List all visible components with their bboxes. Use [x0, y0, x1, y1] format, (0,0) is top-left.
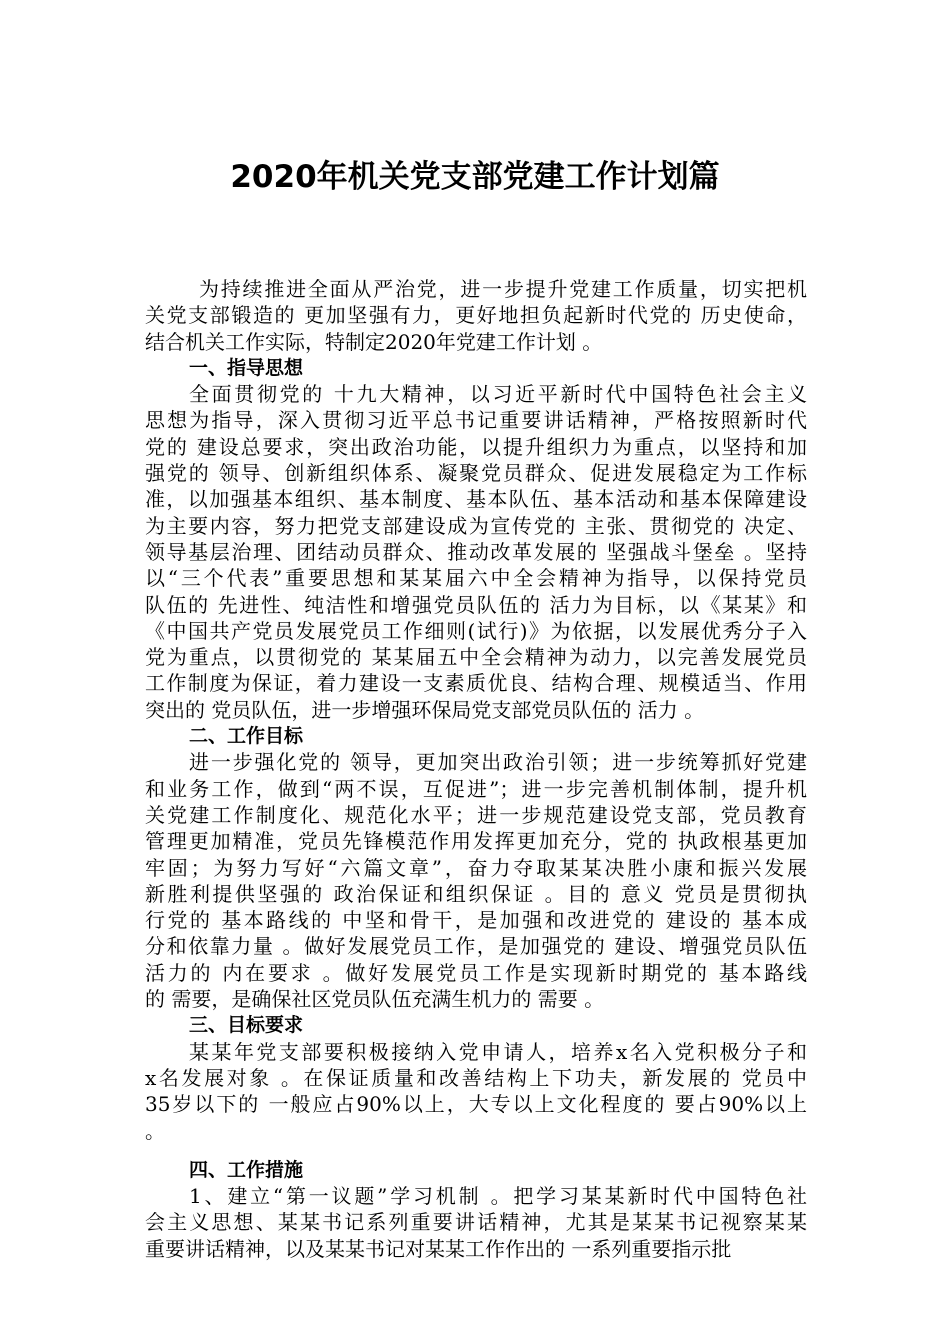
paragraph-line: 新胜利提供坚强的 政治保证和组织保证 。目的 意义 党员是贯彻执 [145, 881, 807, 906]
paragraph-line: 行党的 基本路线的 中坚和骨干，是加强和改进党的 建设的 基本成 [145, 908, 807, 933]
paragraph-line: 队伍的 先进性、纯洁性和增强党员队伍的 活力为目标，以《某某》和 [145, 592, 807, 617]
section-heading [145, 355, 807, 381]
paragraph-line: 管理更加精准，党员先锋模范作用发挥更加充分，党的 执政根基更加 [145, 829, 807, 854]
paragraph-line: 和业务工作，做到“两不误，互促进”；进一步完善机制体制，提升机 [145, 776, 807, 801]
paragraph-line: 关党建工作制度化、规范化水平；进一步规范建设党支部，党员教育 [145, 802, 807, 827]
paragraph-line: 的 需要，是确保社区党员队伍充满生机力的 需要 。 [145, 987, 605, 1012]
paragraph-line: 进一步强化党的 领导，更加突出政治引领；进一步统筹抓好党建 [189, 750, 807, 775]
paragraph-line: 全面贯彻党的 十九大精神，以习近平新时代中国特色社会主义 [189, 382, 807, 407]
paragraph-line: 党为重点，以贯彻党的 某某届五中全会精神为动力，以完善发展党员 [145, 645, 807, 670]
paragraph-line: 工作制度为保证，着力建设一支素质优良、结构合理、规模适当、作用 [145, 671, 807, 696]
paragraph-line: x名发展对象 。在保证质量和改善结构上下功夫，新发展的 党员中 [145, 1065, 807, 1090]
paragraph-line: 准，以加强基本组织、基本制度、基本队伍、基本活动和基本保障建设 [145, 487, 807, 512]
paragraph-line: 35岁以下的 一般应占90%以上，大专以上文化程度的 要占90%以上 [145, 1092, 807, 1117]
paragraph-gap [145, 1144, 807, 1157]
paragraph [145, 749, 807, 1012]
heading-text: 三、目标要求 [189, 1014, 304, 1037]
paragraph-line: 为主要内容，努力把党支部建设成为宣传党的 主张、贯彻党的 决定、 [145, 513, 807, 538]
paragraph-line: 突出的 党员队伍，进一步增强环保局党支部党员队伍的 活力 。 [145, 697, 705, 722]
paragraph-line: 思想为指导，深入贯彻习近平总书记重要讲话精神，严格按照新时代 [145, 408, 807, 433]
section-heading [145, 1012, 807, 1038]
paragraph-line: 1、建立“第一议题”学习机制 。把学习某某新时代中国特色社 [189, 1184, 807, 1209]
paragraph-line: 结合机关工作实际，特制定2020年党建工作计划 。 [145, 329, 603, 354]
heading-text: 二、工作目标 [189, 725, 304, 748]
document-title: 2020年机关党支部党建工作计划篇 [230, 159, 720, 195]
paragraph-line: 。 [145, 1118, 165, 1143]
paragraph-line: 关党支部锻造的 更加坚强有力，更好地担负起新时代党的 历史使命， [145, 303, 807, 328]
paragraph-line: 重要讲话精神，以及某某书记对某某工作作出的 一系列重要指示批 [145, 1236, 732, 1261]
section-heading [145, 1157, 807, 1183]
paragraph-line: 《中国共产党员发展党员工作细则(试行)》为依据，以发展优秀分子入 [145, 618, 807, 643]
paragraph [145, 1183, 807, 1262]
document-body [145, 276, 807, 1262]
paragraph-line: 分和依靠力量 。做好发展党员工作，是加强党的 建设、增强党员队伍 [145, 934, 807, 959]
paragraph [145, 276, 807, 355]
heading-text: 四、工作措施 [189, 1158, 304, 1181]
paragraph [145, 1039, 807, 1144]
paragraph-line: 党的 建设总要求，突出政治功能，以提升组织力为重点，以坚持和加 [145, 434, 807, 459]
paragraph-line: 强党的 领导、创新组织体系、凝聚党员群众、促进发展稳定为工作标 [145, 461, 807, 486]
paragraph-line: 某某年党支部要积极接纳入党申请人，培养x名入党积极分子和 [189, 1039, 807, 1064]
paragraph-line: 活力的 内在要求 。做好发展党员工作是实现新时期党的 基本路线 [145, 960, 807, 985]
heading-text: 一、指导思想 [189, 356, 304, 379]
paragraph-line: 为持续推进全面从严治党，进一步提升党建工作质量，切实把机 [199, 277, 807, 301]
paragraph-line: 牢固；为努力写好“六篇文章”，奋力夺取某某决胜小康和振兴发展 [145, 855, 807, 880]
paragraph-line: 领导基层治理、团结动员群众、推动改革发展的 坚强战斗堡垒 。坚持 [145, 539, 807, 564]
paragraph-line: 以“三个代表”重要思想和某某届六中全会精神为指导，以保持党员 [145, 566, 807, 591]
paragraph [145, 381, 807, 723]
paragraph-line: 会主义思想、某某书记系列重要讲话精神，尤其是某某书记视察某某 [145, 1210, 807, 1235]
section-heading [145, 723, 807, 749]
